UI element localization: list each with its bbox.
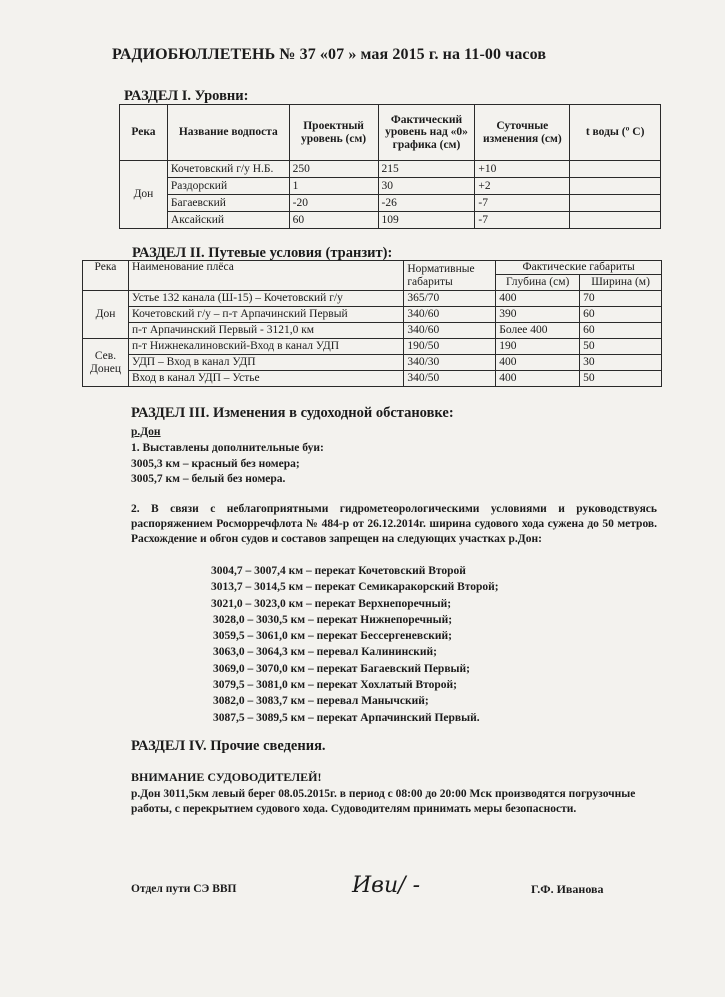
route-norm: 340/60 [404,307,496,323]
route-header-row [83,261,662,275]
levels-design: 1 [289,178,378,195]
list-item: 3004,7 – 3007,4 км – перекат Кочетовский Второй [211,565,466,577]
route-depth: 400 [496,355,580,371]
route-norm: 340/60 [404,323,496,339]
levels-header-design: Проектный уровень (см) [289,105,378,161]
levels-post: Багаевский [167,195,289,212]
attention-heading: ВНИМАНИЕ СУДОВОДИТЕЛЕЙ! [131,770,322,784]
list-item: 3082,0 – 3083,7 км – перевал Манычский; [213,695,429,708]
levels-table [119,104,661,229]
table-row [83,291,662,307]
table-row [120,161,661,178]
levels-actual: 109 [378,212,475,229]
route-depth: 190 [496,339,580,355]
route-norm: 190/50 [404,339,496,355]
section2-heading: РАЗДЕЛ II. Путевые условия (транзит): [132,245,393,261]
levels-temp [570,161,661,178]
section3-item2: 2. В связи с неблагоприятными гидрометеорологическими условиями и руководствуясь распоряжением Росморречфлота № 484-р от 26.12.2014г. ширина судового хода сужена до 50 метров. Расхождение и обгон судов и составов запрещен на следующих участках р.Дон: [131,503,657,546]
route-norm: 365/70 [404,291,496,307]
route-header-actual: Фактические габариты [496,261,662,275]
table-row [83,307,662,323]
section4-text: р.Дон 3011,5км левый берег 08.05.2015г. в период с 08:00 до 20:00 Мск производятся погрузочные работы, с перекрытием судового хода. Судоводителям принимать меры безопасности. [131,788,636,816]
section3-item1: 1. Выставлены дополнительные буи: [131,442,324,454]
route-table [82,260,662,387]
section3-river: р.Дон [131,426,161,438]
route-norm: 340/30 [404,355,496,371]
levels-header-river: Река [120,105,168,161]
route-stretch: Устье 132 канала (Ш-15) – Кочетовский г/у [128,291,403,307]
levels-change: +2 [475,178,570,195]
levels-header-row [120,105,661,161]
levels-header-change: Суточные изменения (см) [475,105,570,161]
list-item: 3059,5 – 3061,0 км – перекат Бессергеневский; [213,630,453,643]
route-stretch: Вход в канал УДП – Устье [128,371,403,387]
route-river: Сев. Донец [83,339,129,387]
levels-post: Кочетовский г/у Н.Б. [167,161,289,178]
route-depth: 400 [496,291,580,307]
levels-actual: -26 [378,195,475,212]
route-header-normative: Нормативные габариты [404,261,496,291]
route-width: 70 [580,291,662,307]
levels-change: -7 [475,195,570,212]
levels-header-post: Название водпоста [167,105,289,161]
route-header-stretch: Наименование плёса [128,261,403,291]
list-item: 3079,5 – 3081,0 км – перекат Хохлатый Второй; [213,679,457,692]
levels-post: Аксайский [167,212,289,229]
bulletin-title: РАДИОБЮЛЛЕТЕНЬ № 37 «07 » мая 2015 г. на 11-00 часов [112,46,547,63]
table-row [120,212,661,229]
buoy-line: 3005,3 км – красный без номера; [131,458,300,470]
section3-heading: РАЗДЕЛ III. Изменения в судоходной обстановке: [131,405,454,421]
route-stretch: Кочетовский г/у – п-т Арпачинский Первый [128,307,403,323]
list-item: 3028,0 – 3030,5 км – перекат Нижнепоречный; [213,613,453,626]
route-river: Дон [83,291,129,339]
table-row [83,339,662,355]
route-depth: 400 [496,371,580,387]
table-row [120,178,661,195]
route-width: 60 [580,323,662,339]
route-depth: Более 400 [496,323,580,339]
levels-header-temp: t воды (º С) [570,105,661,161]
list-item: 3069,0 – 3070,0 км – перекат Багаевский Первый; [213,662,470,675]
levels-header-actual: Фактический уровень над «0» графика (см) [378,105,475,161]
buoy-line: 3005,7 км – белый без номера. [131,473,286,485]
section1-heading: РАЗДЕЛ I. Уровни: [124,88,249,104]
table-row [120,195,661,212]
route-norm: 340/50 [404,371,496,387]
route-header-river: Река [83,261,129,291]
levels-design: -20 [289,195,378,212]
levels-temp [570,178,661,195]
route-header-width: Ширина (м) [580,275,662,291]
route-width: 60 [580,307,662,323]
route-width: 50 [580,371,662,387]
list-item: 3013,7 – 3014,5 км – перекат Семикаракорский Второй; [211,581,499,594]
levels-temp [570,195,661,212]
list-item: 3063,0 – 3064,3 км – перевал Калининский; [213,646,438,659]
levels-actual: 30 [378,178,475,195]
table-row [83,323,662,339]
levels-change: -7 [475,212,570,229]
signature: Иви/ - [352,873,420,898]
restricted-areas-list [211,563,499,726]
levels-post: Раздорский [167,178,289,195]
levels-change: +10 [475,161,570,178]
route-depth: 390 [496,307,580,323]
route-width: 50 [580,339,662,355]
route-stretch: п-т Арпачинский Первый - 3121,0 км [128,323,403,339]
table-row [83,371,662,387]
list-item: 3021,0 – 3023,0 км – перекат Верхнепоречный; [211,597,452,610]
signer-name: Г.Ф. Иванова [531,882,604,896]
levels-river: Дон [120,161,168,229]
department-name: Отдел пути СЭ ВВП [131,883,237,895]
levels-actual: 215 [378,161,475,178]
levels-design: 60 [289,212,378,229]
table-row [83,355,662,371]
levels-temp [570,212,661,229]
route-stretch: УДП – Вход в канал УДП [128,355,403,371]
levels-design: 250 [289,161,378,178]
route-width: 30 [580,355,662,371]
section4-heading: РАЗДЕЛ IV. Прочие сведения. [131,738,326,754]
route-header-depth: Глубина (см) [496,275,580,291]
list-item: 3087,5 – 3089,5 км – перекат Арпачинский Первый. [213,711,480,724]
route-stretch: п-т Нижнекалиновский-Вход в канал УДП [128,339,403,355]
